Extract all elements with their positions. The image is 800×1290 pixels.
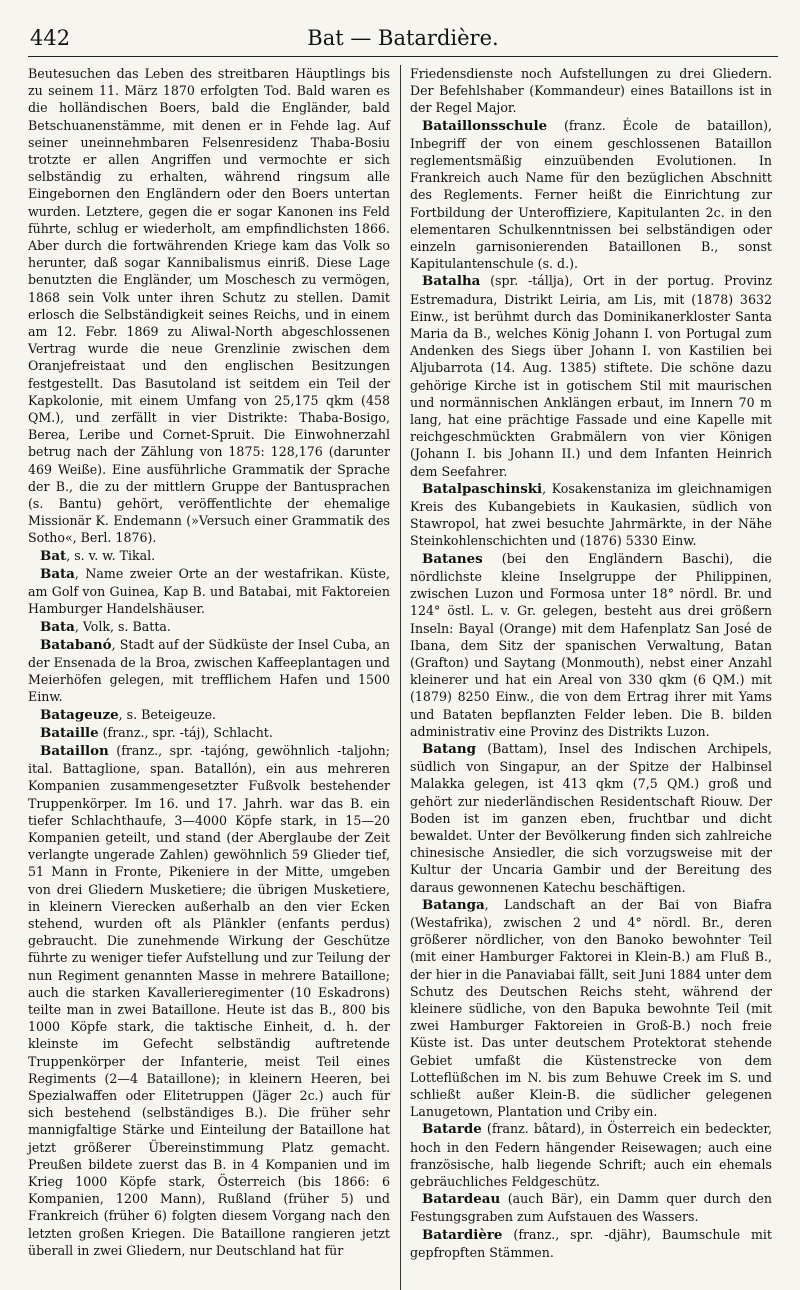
entry-headword: Batardière <box>422 1226 503 1243</box>
page-number: 442 <box>30 26 71 50</box>
entry-text: Friedensdienste noch Aufstellungen zu drei Gliedern. Der Befehlshaber (Kommandeur) eines Bataillons ist in der Regel Major. <box>410 66 772 116</box>
entry-text: (auch Bär), ein Damm quer durch den Festungsgraben zum Aufstauen des Wassers. <box>410 1191 772 1225</box>
entry-headword: Batarde <box>422 1121 482 1138</box>
entry-headword: Batageuze <box>40 706 119 723</box>
entry-headword: Batanes <box>422 550 483 567</box>
dictionary-entry <box>28 618 390 636</box>
entry-headword: Bata <box>40 618 75 635</box>
entry-text: (franz., spr. -tajóng, gewöhnlich -taljohn; ital. Battaglione, span. Batallón), ein aus mehreren Kompanien zusammengesetzter Fußvolk bestehender Truppenkörper. Im 16. und 17. Jahrh. war das B. ein tiefer Schlachthaufe, 3—4000 Köpfe stark, in 15—20 Kompanien geteilt, und stand (der Aberglaube der Zeit verlangte ungerade Zahlen) gewöhnlich 59 Glieder tief, 51 Mann in Fronte, Pikeniere in der Mitte, umgeben von drei Gliedern Musketiere; die übrigen Musketiere, in kleinern Vierecken außerhalb an den vier Ecken stehend, wurden oft als Plänkler (enfants perdus) gebraucht. Die zunehmende Wirkung der Geschütze führte zu weniger tiefer Aufstellung und zur Teilung der nun Regiment genannten Masse in mehrere Bataillone; auch die starken Kavallerieregimenter (10 Eskadrons) teilte man in zwei Bataillone. Heute ist das B., 800 bis 1000 Köpfe stark, die taktische Einheit, d. h. der kleinste im Gefecht selbständig auftretende Truppenkörper der Infanterie, meist Teil eines Regiments (2—4 Bataillone); in kleinern Heeren, bei Spezialwaffen oder Elitetruppen (Jäger 2c.) auch für sich bestehend (selbständiges B.). Die früher sehr mannigfaltige Stärke und Einteilung der Bataillone hat jetzt größerer Übereinstimmung Platz gemacht. Preußen bildete zuerst das B. in 4 Kompanien und im Krieg 1000 Köpfe stark, Österreich (bis 1866: 6 Kompanien, 1200 Mann), Rußland (früher 5) und Frankreich (früher 6) folgten diesem Vorgang nach den letzten großen Kriegen. Die Bataillone rangieren jetzt überall in zwei Gliedern, nur Deutschland hat für <box>28 742 390 1258</box>
entry-text: Beutesuchen das Leben des streitbaren Häuptlings bis zu seinem 11. März 1870 erfolgten Tod. Bald waren es die holländischen Boers, bald die Engländer, bald Betschuanenstämme, mit denen er in Fehde lag. Auf seiner uneinnehmbaren Felsenresidenz Thaba-Bosiu trotzte er allen Angriffen und vermochte er sich selbständig zu erhalten, während ringsum alle Eingebornen den Engländern oder den Boers untertan wurden. Letztere, gegen die er sogar Kanonen ins Feld führte, schlug er wiederholt, am empfindlichsten 1866. Aber durch die fortwährenden Kriege kam das Volk so herunter, daß sogar Kannibalismus einriß. Diese Lage benutzten die Engländer, um Moschesch zu vermögen, 1868 sein Volk unter ihren Schutz zu stellen. Damit erlosch die Selbständigkeit seines Reichs, und in einem am 12. Febr. 1869 zu Aliwal-North abgeschlossenen Vertrag wurde die neue Grenzlinie zwischen dem Oranjefreistaat und den englischen Besitzungen festgestellt. Das Basutoland ist seitdem ein Teil der Kapkolonie, mit einem Umfang von 25,175 qkm (458 QM.), und zerfällt in vier Distrikte: Thaba-Bosigo, Berea, Leribe und Cornet-Spruit. Die Einwohnerzahl betrug nach der Zählung von 1875: 128,176 (darunter 469 Weiße). Eine ausführliche Grammatik der Sprache der B., die zu der mittlern Gruppe der Bantusprachen (s. Bantu) gehört, veröffentlichte der ehemalige Missionär K. Endemann (»Versuch einer Grammatik des Sotho«, Berl. 1876). <box>28 66 390 546</box>
entry-headword: Batalpaschinski <box>422 480 543 497</box>
entry-text: (franz., spr. -táj), Schlacht. <box>98 724 273 740</box>
dictionary-entry <box>410 550 772 740</box>
entry-headword: Batardeau <box>422 1191 501 1208</box>
entry-text: , Volk, s. Batta. <box>74 618 171 634</box>
dictionary-entry <box>410 1190 772 1225</box>
entry-text: (Battam), Insel des Indischen Archipels, südlich von Singapur, an der Spitze der Halbinsel Malakka gelegen, ist 413 qkm (7,5 QM.) groß und gehört zur niederländischen Residentschaft Riouw. Der Boden ist im ganzen eben, fruchtbar und dicht bewaldet. Unter der Bevölkerung finden sich zahlreiche chinesische Ansiedler, die sich vorzugsweise mit der Kultur der Uncaria Gambir und der Bereitung des daraus gewonnenen Katechu beschäftigen. <box>410 740 772 895</box>
entry-headword: Bat <box>40 547 67 564</box>
entry-continuation <box>28 65 390 547</box>
dictionary-entry <box>410 272 772 479</box>
entry-text: (franz., spr. -djähr), Baumschule mit gepfropften Stämmen. <box>410 1226 772 1260</box>
two-column-body <box>28 65 778 1290</box>
entry-headword: Batabanó <box>40 636 112 653</box>
entry-text: , Landschaft an der Bai von Biafra (Westafrika), zwischen 2 und 4° nördl. Br., deren größerer nördlicher, von den Banoko bewohnter Teil (mit einer Hamburger Faktorei in Klein-B.) am Fluß B., der hier in die Panaviabai fällt, seit Juni 1884 unter dem Schutz des Deutschen Reichs steht, während der kleinere südliche, von den Bapuka bewohnte Teil (mit zwei Hamburger Faktoreien in Groß-B.) noch freie Küste ist. Das unter deutschem Protektorat stehende Gebiet umfaßt die Küstenstrecke von dem Lotteflüßchen im N. bis zum Behuwe Creek im S. und schließt außer Klein-B. die südlicher gelegenen Lanugetown, Plantation und Criby ein. <box>410 896 772 1120</box>
entry-text: , s. v. w. Tikal. <box>66 547 156 563</box>
entry-headword: Batalha <box>422 273 481 290</box>
entry-text: (franz. École de bataillon), Inbegriff der von einem geschlossenen Bataillon reglementsmäßig einzuübenden Evolutionen. In Frankreich auch Name für den bezüglichen Abschnitt des Reglements. Ferner heißt die Einrichtung zur Fortbildung der Unteroffiziere, Kapitulanten 2c. in den elementaren Schulkenntnissen bei selbständigen oder einzeln garnisonierenden Bataillonen B., sonst Kapitulantenschule (s. d.). <box>410 117 772 272</box>
running-title: Bat — Batardière. <box>307 26 499 50</box>
column-divider <box>400 65 401 1290</box>
dictionary-entry <box>28 636 390 706</box>
dictionary-entry <box>410 1226 772 1261</box>
dictionary-entry <box>28 547 390 565</box>
dictionary-entry <box>410 896 772 1121</box>
entry-headword: Bataillonsschule <box>422 117 548 134</box>
entry-headword: Bataille <box>40 724 99 741</box>
entry-text: , Name zweier Orte an der westafrikan. Küste, am Golf von Guinea, Kap B. und Batabai, mit Faktoreien Hamburger Handelshäuser. <box>28 565 390 617</box>
entry-headword: Batang <box>422 740 476 757</box>
dictionary-entry <box>410 1120 772 1190</box>
entry-continuation <box>410 65 772 117</box>
dictionary-entry <box>410 117 772 273</box>
dictionary-entry <box>28 724 390 742</box>
dictionary-entry <box>410 740 772 896</box>
entry-text: (bei den Engländern Baschi), die nördlichste kleine Inselgruppe der Philippinen, zwischen Luzon und Formosa unter 18° nördl. Br. und 124° östl. L. v. Gr. gelegen, besteht aus drei größern Inseln: Bayal (Orange) mit dem Hafenplatz San José de Ibana, dem Sitz der spanischen Verwaltung, Batan (Grafton) und Saytang (Monmouth), nebst einer Anzahl kleinerer und hat ein Areal von 330 qkm (6 QM.) mit (1879) 8250 Einw., die von dem Ertrag ihrer mit Yams und Bataten bepflanzten Felder leben. Die B. bilden administrativ eine Provinz des Distrikts Luzon. <box>410 550 772 739</box>
entry-text: (spr. -tállja), Ort in der portug. Provinz Estremadura, Distrikt Leiria, am Lis, mit (1878) 3632 Einw., ist berühmt durch das Dominikanerkloster Santa Maria da B., welches König Johann I. von Portugal zum Andenken des Siegs über Johann I. von Kastilien bei Aljubarrota (14. Aug. 1385) stiftete. Die schöne dazu gehörige Kirche ist in gotischem Stil mit maurischen und normännischen Anklängen erbaut, im Innern 70 m lang, hat eine prächtige Fassade und eine Kapelle mit reichgeschmückten Grabmälern von vier Königen (Johann I. bis Johann II.) und dem Infanten Heinrich dem Seefahrer. <box>410 273 772 479</box>
entry-text: , Kosakenstaniza im gleichnamigen Kreis des Kubangebiets in Kaukasien, südlich von Stawropol, hat zwei besuchte Jahrmärkte, in der Nähe Steinkohlenschichten und (1876) 5330 Einw. <box>410 480 772 549</box>
entry-headword: Batanga <box>422 896 485 913</box>
page-header <box>28 22 778 57</box>
dictionary-entry <box>28 706 390 724</box>
dictionary-entry <box>28 565 390 618</box>
right-column <box>410 65 772 1290</box>
entry-headword: Bata <box>40 565 75 582</box>
dictionary-entry <box>410 480 772 550</box>
dictionary-entry <box>28 742 390 1259</box>
entry-text: , s. Beteigeuze. <box>118 706 217 722</box>
left-column <box>28 65 390 1290</box>
entry-headword: Bataillon <box>40 742 109 759</box>
entry-text: (franz. bâtard), in Österreich ein bedeckter, hoch in den Federn hängender Reisewagen; auch eine französische, halb liegende Schrift; auch ein ehemals gebräuchliches Feldgeschütz. <box>410 1121 772 1189</box>
entry-text: , Stadt auf der Südküste der Insel Cuba, an der Ensenada de la Broa, zwischen Kaffeeplantagen und Meierhöfen gelegen, mit trefflichem Hafen und 1500 Einw. <box>28 636 390 705</box>
